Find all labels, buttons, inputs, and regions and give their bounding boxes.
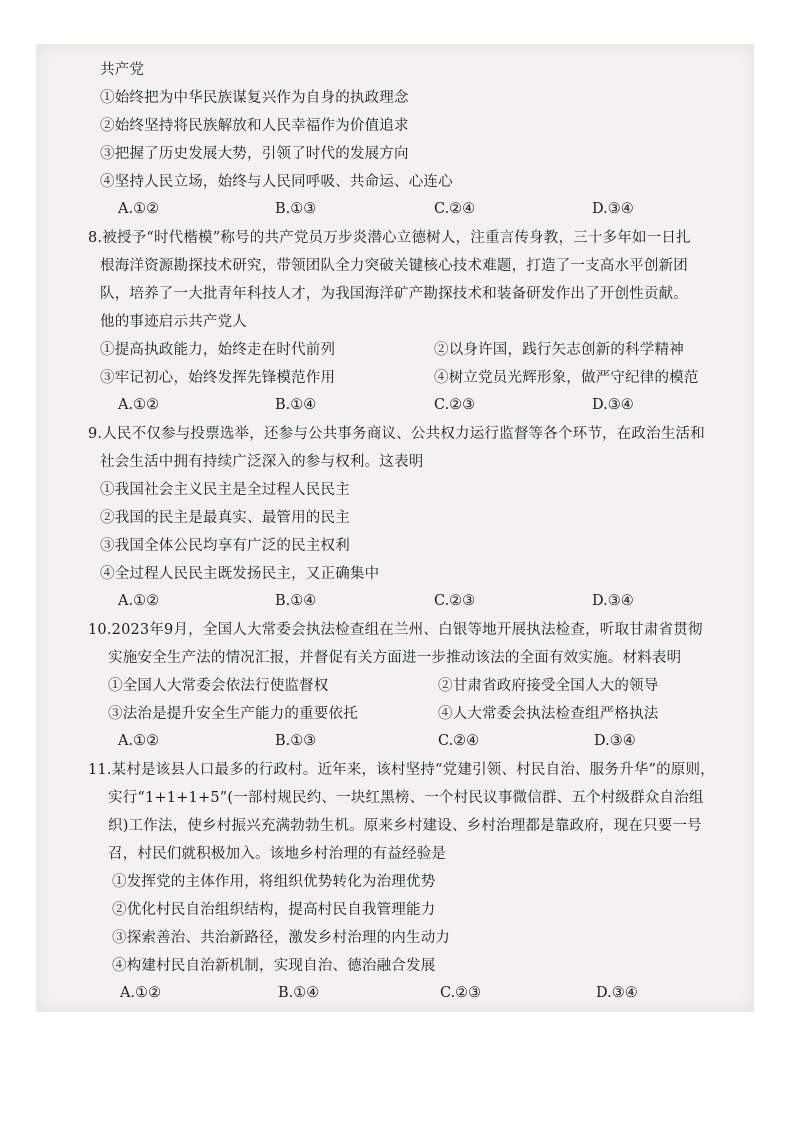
q7-option-a: A.①②: [118, 201, 160, 217]
q10-option-b: B.①③: [275, 733, 317, 749]
q11-option-c: C.②③: [440, 985, 482, 1001]
q10-option-c: C.②④: [438, 733, 480, 749]
q11-statement-3: ③探索善治、共治新路径，激发乡村治理的内生动力: [112, 930, 451, 946]
q10-statement-1: ①全国人大常委会依法行使监督权: [108, 678, 329, 694]
q7-statement-1: ①始终把为中华民族谋复兴作为自身的执政理念: [100, 90, 409, 106]
q10-stem-line-1: 10.2023年9月，全国人大常委会执法检查组在兰州、白银等地开展执法检查，听取甘肃省贯彻: [88, 622, 703, 638]
q8-statement-2: ②以身许国，践行矢志创新的科学精神: [434, 342, 684, 358]
q11-option-a: A.①②: [120, 985, 162, 1001]
q11-stem-line-4: 召，村民们就积极加入。该地乡村治理的有益经验是: [108, 846, 447, 862]
q11-stem-line-3: 织)工作法，使乡村振兴充满勃勃生机。原来乡村建设、乡村治理都是靠政府，现在只要一号: [108, 818, 702, 834]
q9-stem-line-1: 9.人民不仅参与投票选举，还参与公共事务商议、公共权力运行监督等各个环节，在政治生活和: [88, 426, 705, 442]
q7-option-c: C.②④: [434, 201, 476, 217]
q10-option-d: D.③④: [594, 733, 636, 749]
q7-statement-4: ④坚持人民立场，始终与人民同呼吸、共命运、心连心: [100, 174, 453, 190]
q10-option-a: A.①②: [118, 733, 160, 749]
q7-options: [0, 199, 794, 219]
q7-option-b: B.①③: [275, 201, 317, 217]
q9-options: [0, 591, 794, 611]
q9-statement-4: ④全过程人民民主既发扬民主，又正确集中: [100, 566, 380, 582]
q8-option-d: D.③④: [592, 397, 634, 413]
q11-statement-2: ②优化村民自治组织结构，提高村民自我管理能力: [112, 902, 436, 918]
q9-option-c: C.②③: [434, 593, 476, 609]
q10-stem-line-2: 实施安全生产法的情况汇报，并督促有关方面进一步推动该法的全面有效实施。材料表明: [108, 650, 682, 666]
q11-stem-line-1: 11.某村是该县人口最多的行政村。近年来，该村坚持“党建引领、村民自治、服务升华”的原则，: [88, 762, 715, 778]
q9-option-a: A.①②: [118, 593, 160, 609]
q7-statement-2: ②始终坚持将民族解放和人民幸福作为价值追求: [100, 118, 409, 134]
q8-option-b: B.①④: [275, 397, 317, 413]
q7-statement-3: ③把握了历史发展大势，引领了时代的发展方向: [100, 146, 409, 162]
q7-option-d: D.③④: [592, 201, 634, 217]
q7-stem-continuation: 共产党: [100, 62, 145, 78]
q8-option-a: A.①②: [118, 397, 160, 413]
q10-options: [0, 731, 794, 751]
q8-statement-3: ③牢记初心，始终发挥先锋模范作用: [100, 370, 336, 386]
q8-stem-line-2: 根海洋资源勘探技术研究，带领团队全力突破关键核心技术难题，打造了一支高水平创新团: [100, 258, 688, 274]
q8-stem-line-3: 队，培养了一大批青年科技人才，为我国海洋矿产勘探技术和装备研发作出了开创性贡献。: [100, 286, 688, 302]
q8-option-c: C.②③: [434, 397, 476, 413]
q10-statement-3: ③法治是提升安全生产能力的重要依托: [108, 706, 358, 722]
q11-option-d: D.③④: [596, 985, 638, 1001]
q8-statement-4: ④树立党员光辉形象，做严守纪律的模范: [434, 370, 699, 386]
q9-option-d: D.③④: [592, 593, 634, 609]
q8-statement-1: ①提高执政能力，始终走在时代前列: [100, 342, 336, 358]
q11-stem-line-2: 实行“1+1+1+5”(一部村规民约、一块红黑榜、一个村民议事微信群、五个村级群众自治组: [108, 790, 704, 806]
q8-options: [0, 395, 794, 415]
q9-option-b: B.①④: [275, 593, 317, 609]
q11-option-b: B.①④: [278, 985, 320, 1001]
q9-statement-3: ③我国全体公民均享有广泛的民主权利: [100, 538, 350, 554]
q9-stem-line-2: 社会生活中拥有持续广泛深入的参与权利。这表明: [100, 454, 424, 470]
q11-statement-1: ①发挥党的主体作用，将组织优势转化为治理优势: [112, 874, 436, 890]
q8-stem-line-1: 8.被授予“时代楷模”称号的共产党员万步炎潜心立德树人，注重言传身教，三十多年如一日扎: [88, 230, 691, 246]
q11-statement-4: ④构建村民自治新机制，实现自治、德治融合发展: [112, 958, 436, 974]
q10-statement-4: ④人大常委会执法检查组严格执法: [438, 706, 659, 722]
q10-statement-2: ②甘肃省政府接受全国人大的领导: [438, 678, 659, 694]
q8-stem-line-4: 他的事迹启示共产党人: [100, 314, 247, 330]
q9-statement-2: ②我国的民主是最真实、最管用的民主: [100, 510, 350, 526]
q9-statement-1: ①我国社会主义民主是全过程人民民主: [100, 482, 350, 498]
q11-options: [0, 983, 794, 1003]
